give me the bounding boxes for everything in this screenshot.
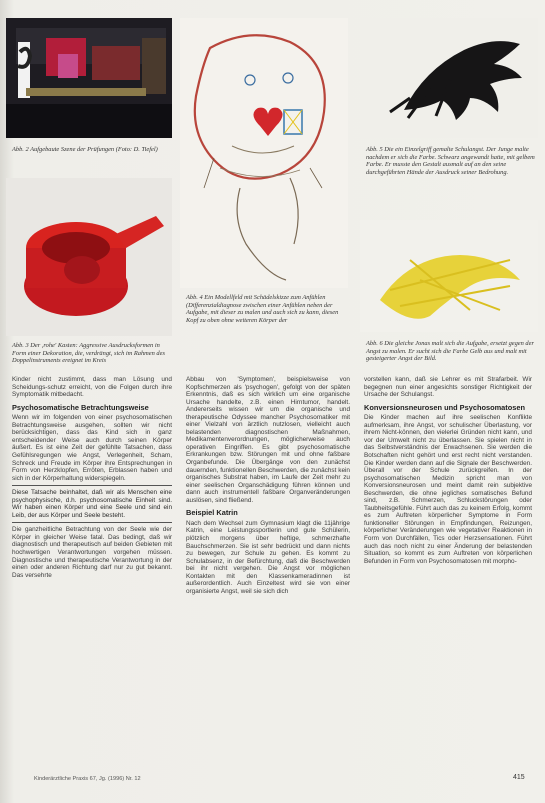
col2-paragraph-1: Abbau von 'Symptomen', beispielsweise von Kopfschmerzen als 'psychogen', gefolgt von der späten Erkenntnis, daß es sich wirklich um eine organische Ursache handelte, z.B. einen Hirntumor, handelt. Andererseits wissen wir um die organische und therapeutische Odyssee mancher Psychosomatiker mit einer Vielzahl von ärztlich nutzlosen, vielleicht auch belastenden diagnostischen Maßnahmen, Medikamentenverordnungen, möglicherweise auch operativen Eingriffen. Es gibt psychosomatische Erkrankungen bzw. Störungen mit und ohne faßbare Organbefunde. Die Übergänge von den zunächst dauernden, funktionellen Beschwerden, die zunächst kein organisches Substrat haben, im Laufe der Zeit mehr zu einer seelischen Organschädigung führen können und dann auch instrumentell faßbare Organveränderungen auslösen, sind fließend.	[186, 376, 350, 504]
figure-6-drawing	[360, 220, 538, 332]
text-column-1	[12, 376, 172, 579]
figure-4-image	[180, 18, 348, 288]
figure-3-image	[6, 178, 172, 336]
col2-heading: Beispiel Katrin	[186, 508, 238, 518]
figure-4-caption: Abb. 4 Ein Modellfeld mit Schädelskizze zum Anfühlen (Differenzialdiagnose zwischen einer Anfühlen neben der Aufgabe, mit dieser zu malen und auch sich zu kann, diesen Kopf zu oben ohne weiteren Körper der	[186, 294, 339, 324]
col1-rule-top	[12, 485, 172, 486]
figure-2-photo	[6, 18, 172, 138]
figure-3-caption: Abb. 3 Der ,rohe' Kasten: Aggressive Ausdrucksformen in Form einer Dekoration, die, verdrängt, sich im Rahmen des Doppelinstruments ereignet im Kreis	[12, 342, 165, 365]
text-column-3	[364, 376, 532, 565]
figure-4-drawing	[180, 18, 348, 288]
page-number: 415	[513, 774, 525, 781]
col1-box-text: Diese Tatsache beinhaltet, daß wir als Menschen eine psychophysische, d.h. psychosomatische Einheit sind. Wir haben einen Körper und eine Seele und sind ein Leib, der aus Körper und Seele besteht.	[12, 489, 172, 519]
col1-intro: Kinder nicht zustimmt, dass man Lösung und Scheidungs-schutz erreicht, von die Folgen durch ihre Symptomatik mitbedacht.	[12, 376, 172, 399]
figure-6-image	[360, 220, 538, 332]
col3-paragraph-2: Die Kinder machen auf ihre seelischen Konflikte aufmerksam, ihre Angst, vor schulischer Überlastung, vor ihrem Nicht-können, den vielerlei Gründen nicht kann, und vor der Umwelt nicht zu überlassen. Sie spielen nicht in das Selbstverständnis der Erwachsenen. Sie werden die Botschaften nicht gehört und erst recht nicht verstanden. Die Kinder werden dann auf die Signale der Beschwerden. Überall vor der Schule zurückgreifen. In der psychosomatischen Medizin spricht man von Konversionsneurosen und meint damit rein subjektive Beschwerden, die ohne jegliches somatisches Befund sind, z.B. Schmerzen, Schluckstörungen oder Taubheitsgefühle. Führt auch das zu keinem Erfolg, kommt es zum Auftreten körperlicher Symptome in Form funktioneller Störungen in Empfindungen, Reizungen, körperlicher Veränderungen wie vegetativer Reaktionen in Form von Durchfällen, Tics oder Herzsensationen. Führt auch das noch nicht zu einer Änderung der belastenden Situation, so kommt es zum Auftreten von körperlichen Befunden in Form von Psychosomatosen mit morpho-	[364, 414, 532, 565]
figure-2-caption: Abb. 2 Aufgebaute Szene der Prüfungen (Foto: D. Tiefel)	[12, 146, 158, 153]
figure-5-image	[360, 18, 538, 138]
figure-6-caption: Abb. 6 Die gleiche Jonas malt sich die Aufgabe, ersetzt gegen der Angst zu malen. Er sucht sich die Farbe Gelb aus und malt mit gesteigerter Angst der Bild.	[366, 340, 534, 363]
col3-paragraph-1: vorstellen kann, daß sie Lehrer es mit Strafarbeit. Wir begegnen nun einer angesichts sonstiger Richtigkeit der Ursache der Schulangst.	[364, 376, 532, 399]
col3-heading: Konversionsneurosen und Psychosomatosen	[364, 402, 525, 412]
figure-5-drawing	[360, 18, 538, 138]
col1-heading: Psychosomatische Betrachtungsweise	[12, 402, 149, 412]
col1-paragraph-2: Die ganzheitliche Betrachtung von der Seele wie der Körper in gleicher Weise fatal. Das bedingt, daß wir diagnostisch und therapeutisch auf beiden Gebieten mit hochwertigen Verantwortungen vorgehen müssen. Diagnostische und therapeutische Verantwortung in der einen oder anderen Richtung darf nur zu gut bekannt. Das versehrte	[12, 526, 172, 579]
col1-paragraph-1: Wenn wir im folgenden von einer psychosomatischen Betrachtungsweise ausgehen, sollten wir nicht berücksichtigen, dass das Kind sich in ganz entscheidender Weise auch durch seinen Körper äußert. Es ist eine Zeit der gefühlte Tatsachen, dass Gefühlsregungen wie Angst, Verlegenheit, Scham, Schreck und Freude im Körper ihre Entsprechungen in Form von Herzklopfen, Erröten, Erblassen haben und sich in der Körperhaltung widerspiegeln.	[12, 414, 172, 482]
footer-journal: Kinderärztliche Praxis 67, Jg. (1996) Nr. 12	[34, 776, 141, 782]
figure-5-caption: Abb. 5 Die ein Einzelgriff gemalte Schulangst. Der Junge malte nachdem er sich die Farbe. Schwarz angewandt hatte, mit gelbem Farbe. Er musste den Gestalt ausmalt auf an den seine durchgeführten Hände der Ausdruck seiner Bedrohung.	[366, 146, 535, 176]
text-column-2	[186, 376, 350, 595]
col1-rule-bottom	[12, 522, 172, 523]
figure-3-photo	[6, 178, 172, 336]
col2-paragraph-2: Nach dem Wechsel zum Gymnasium klagt die 11jährige Katrin, eine Leistungssportlerin und gute Schülerin, plötzlich morgens über heftige, schmerzhafte Bauchschmerzen. Sie ist sehr bedrückt und dann nichts zu bewegen, zur Schule zu gehen. Es kommt zu Schulabsenz, in der Befürchtung, daß die Beschwerden bei ihr nicht vergehen. Die Angst vor möglichen Kontakten mit den Klassenkameradinnen ist außerordentlich. Auch Einzeltest wird sie von einer organisierte Angst, weil sie sich dich	[186, 519, 350, 595]
figure-2-image	[6, 18, 172, 138]
